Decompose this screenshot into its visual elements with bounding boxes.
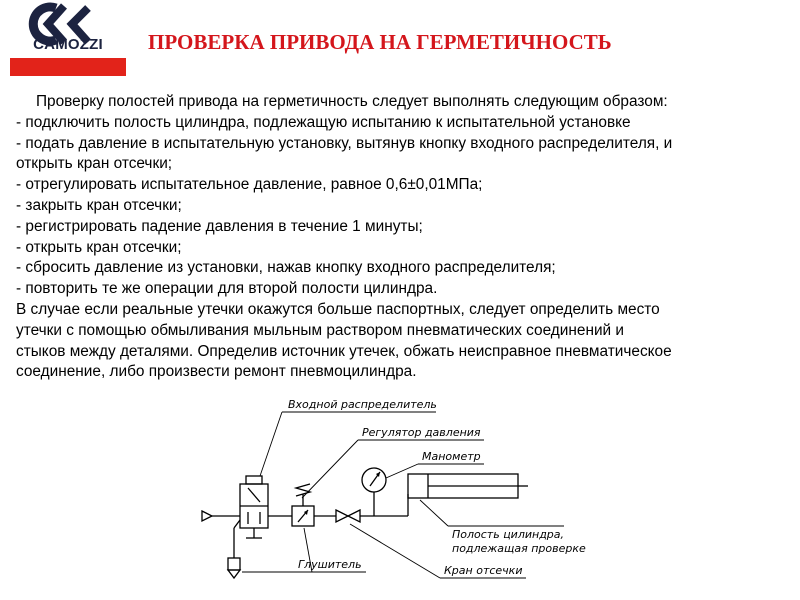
pipe [234,520,240,528]
inlet-valve-icon [240,476,268,538]
text-line: утечки с помощью обмыливания мыльным раствором пневматических соединений и [16,321,625,339]
leader-line [260,412,282,476]
label-pressure-regulator: Регулятор давления [362,426,481,439]
label-inlet-valve: Входной распределитель [288,398,437,411]
schematic-svg [190,388,600,594]
page-title: ПРОВЕРКА ПРИВОДА НА ГЕРМЕТИЧНОСТЬ [148,30,612,54]
instructions-text [16,92,784,383]
text-line: - сбросить давление из установки, нажав кнопку входного распределителя; [16,259,556,277]
text-line: стыков между деталями. Определив источник утечек, обжать неисправное пневматическое [16,342,672,360]
logo-red-bar [10,58,126,76]
shutoff-valve-icon [336,510,360,522]
label-manometer: Манометр [422,450,481,463]
leader-line [420,500,448,526]
label-cylinder-cavity: Полость цилиндра, [452,528,565,541]
manometer-icon [362,468,386,492]
leader-line [386,464,418,478]
pressure-regulator-icon [292,484,314,526]
logo-brand-text: CAMOZZI [33,36,103,53]
silencer-icon [228,528,240,578]
label-cylinder-cavity-line2: подлежащая проверке [452,542,586,555]
text-line: - повторить те же операции для второй полости цилиндра. [16,280,438,298]
text-line: - закрыть кран отсечки; [16,196,182,214]
leader-line [302,440,358,498]
label-shutoff-valve: Кран отсечки [444,564,523,577]
text-line: В случае если реальные утечки окажутся больше паспортных, следует определить место [16,300,660,318]
inlet-port-icon [202,511,212,521]
pneumatic-test-schematic [190,388,600,594]
camozzi-logo [6,2,130,78]
text-line: - отрегулировать испытательное давление, равное 0,6±0,01МПа; [16,176,483,194]
text-line: - подать давление в испытательную установку, вытянув кнопку входного распределителя, и [16,134,673,152]
pneumatic-cylinder-icon [408,474,528,498]
text-line: открыть кран отсечки; [16,155,173,173]
text-line: Проверку полостей привода на герметичность следует выполнять следующим образом: [36,93,668,110]
text-line: - подключить полость цилиндра, подлежащую испытанию к испытательной установке [16,113,631,131]
text-line: - открыть кран отсечки; [16,238,182,256]
text-line: - регистрировать падение давления в течение 1 минуты; [16,217,423,235]
label-silencer: Глушитель [298,558,362,571]
text-line: соединение, либо произвести ремонт пневмоцилиндра. [16,363,417,381]
leader-line [350,524,440,578]
